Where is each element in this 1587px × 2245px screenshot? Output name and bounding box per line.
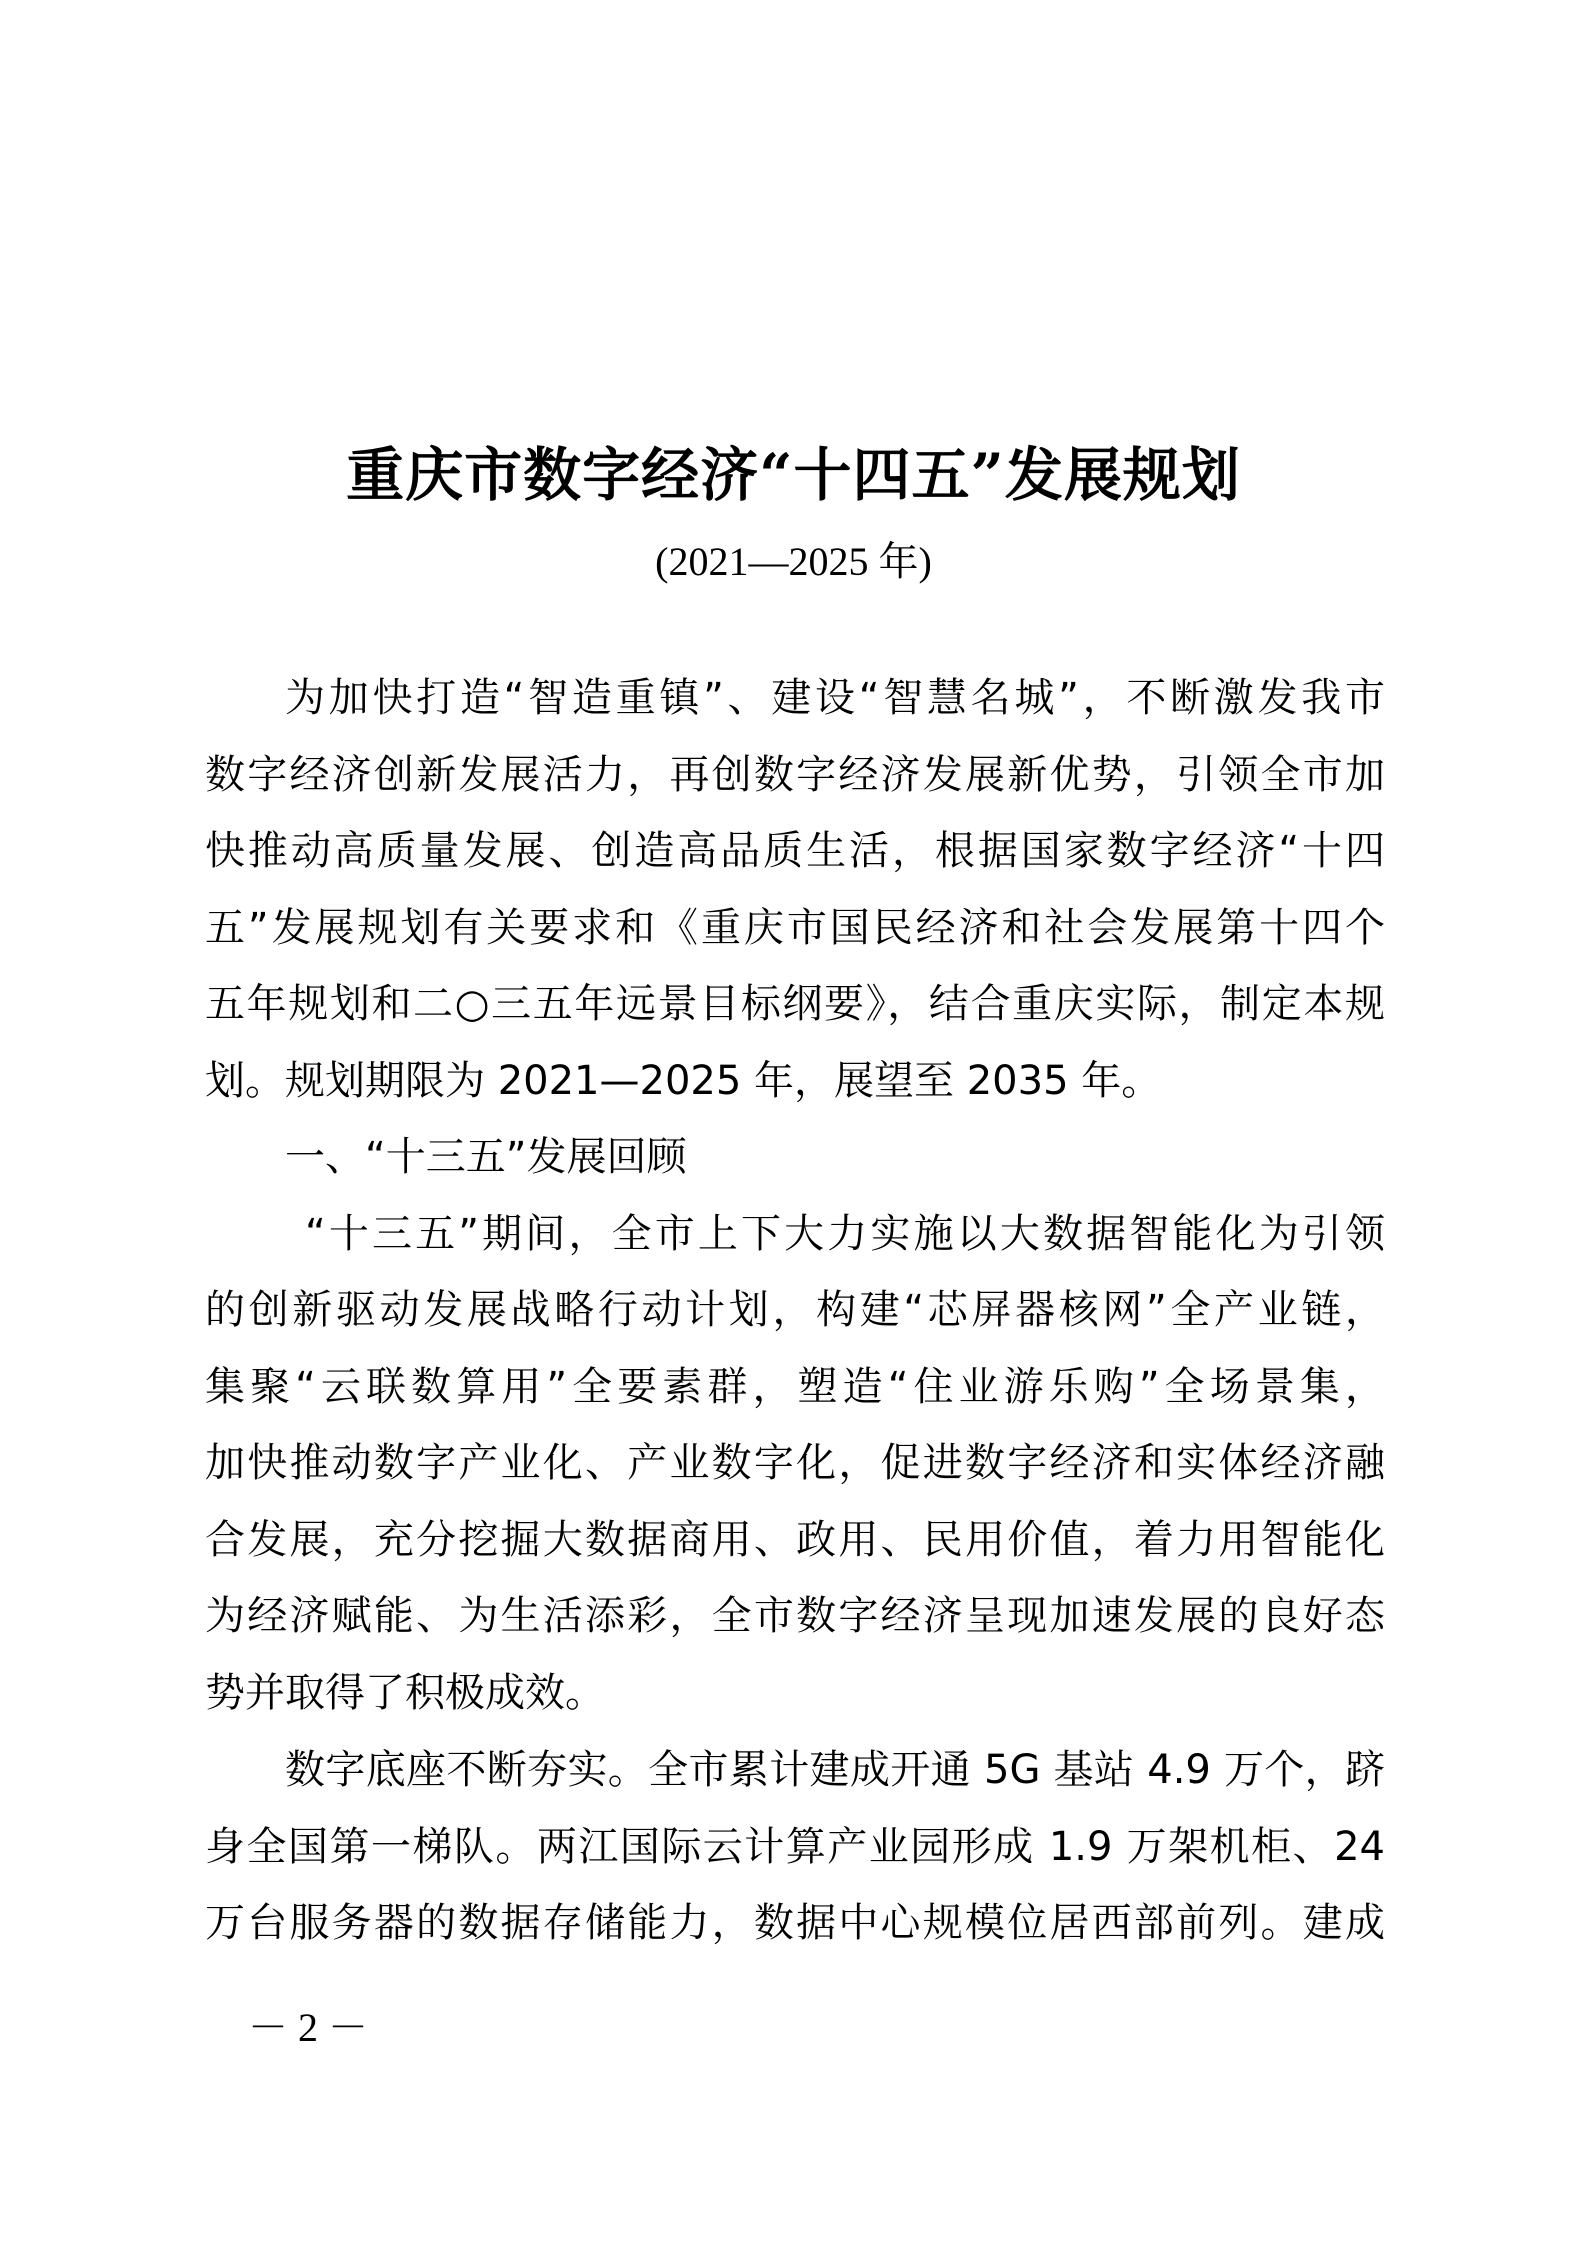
paragraph-line: 五年规划和二○三五年远景目标纲要》，结合重庆实际，制定本规 (205, 981, 1385, 1027)
paragraph-digital-foundation (205, 1732, 1385, 1962)
section-heading-text: 一、“十三五”发展回顾 (285, 1134, 687, 1180)
paragraph-line: 数字底座不断夯实。全市累计建成开通 5G 基站 4.9 万个，跻 (285, 1747, 1385, 1793)
paragraph-line: 身全国第一梯队。两江国际云计算产业园形成 1.9 万架机柜、24 (205, 1823, 1385, 1870)
page-number: － 2 － (248, 2005, 368, 2050)
paragraph-line: 数字经济创新发展活力，再创数字经济发展新优势，引领全市加 (205, 751, 1385, 798)
paragraph-line: 划。规划期限为 2021—2025 年，展望至 2035 年。 (205, 1057, 1162, 1104)
paragraph-line: 集聚“云联数算用”全要素群，塑造“住业游乐购”全场景集， (205, 1363, 1385, 1410)
paragraph-line: 快推动高质量发展、创造高品质生活，根据国家数字经济“十四 (205, 828, 1385, 874)
document-subtitle: (2021—2025 年) (655, 539, 932, 584)
paragraph-line: 为加快打造“智造重镇”、建设“智慧名城”，不断激发我市 (285, 675, 1385, 721)
paragraph-review (205, 1196, 1385, 1732)
paragraph-line: 的创新驱动发展战略行动计划，构建“芯屏器核网”全产业链， (205, 1287, 1385, 1333)
paragraph-line: 五”发展规划有关要求和《重庆市国民经济和社会发展第十四个 (205, 904, 1385, 951)
paragraph-line: 万台服务器的数据存储能力，数据中心规模位居西部前列。建成 (205, 1900, 1385, 1946)
section-heading (205, 1119, 1385, 1196)
paragraph-line: 为经济赋能、为生活添彩，全市数字经济呈现加速发展的良好态 (205, 1593, 1385, 1639)
document-title: 重庆市数字经济“十四五”发展规划 (346, 441, 1241, 509)
paragraph-line: 合发展，充分挖掘大数据商用、政用、民用价值，着力用智能化 (205, 1516, 1385, 1563)
paragraph-line: “十三五”期间，全市上下大力实施以大数据智能化为引领 (305, 1210, 1385, 1257)
paragraph-line: 加快推动数字产业化、产业数字化，促进数字经济和实体经济融 (205, 1440, 1385, 1486)
paragraph-line: 势并取得了积极成效。 (205, 1669, 605, 1716)
paragraph-intro (205, 660, 1385, 1119)
